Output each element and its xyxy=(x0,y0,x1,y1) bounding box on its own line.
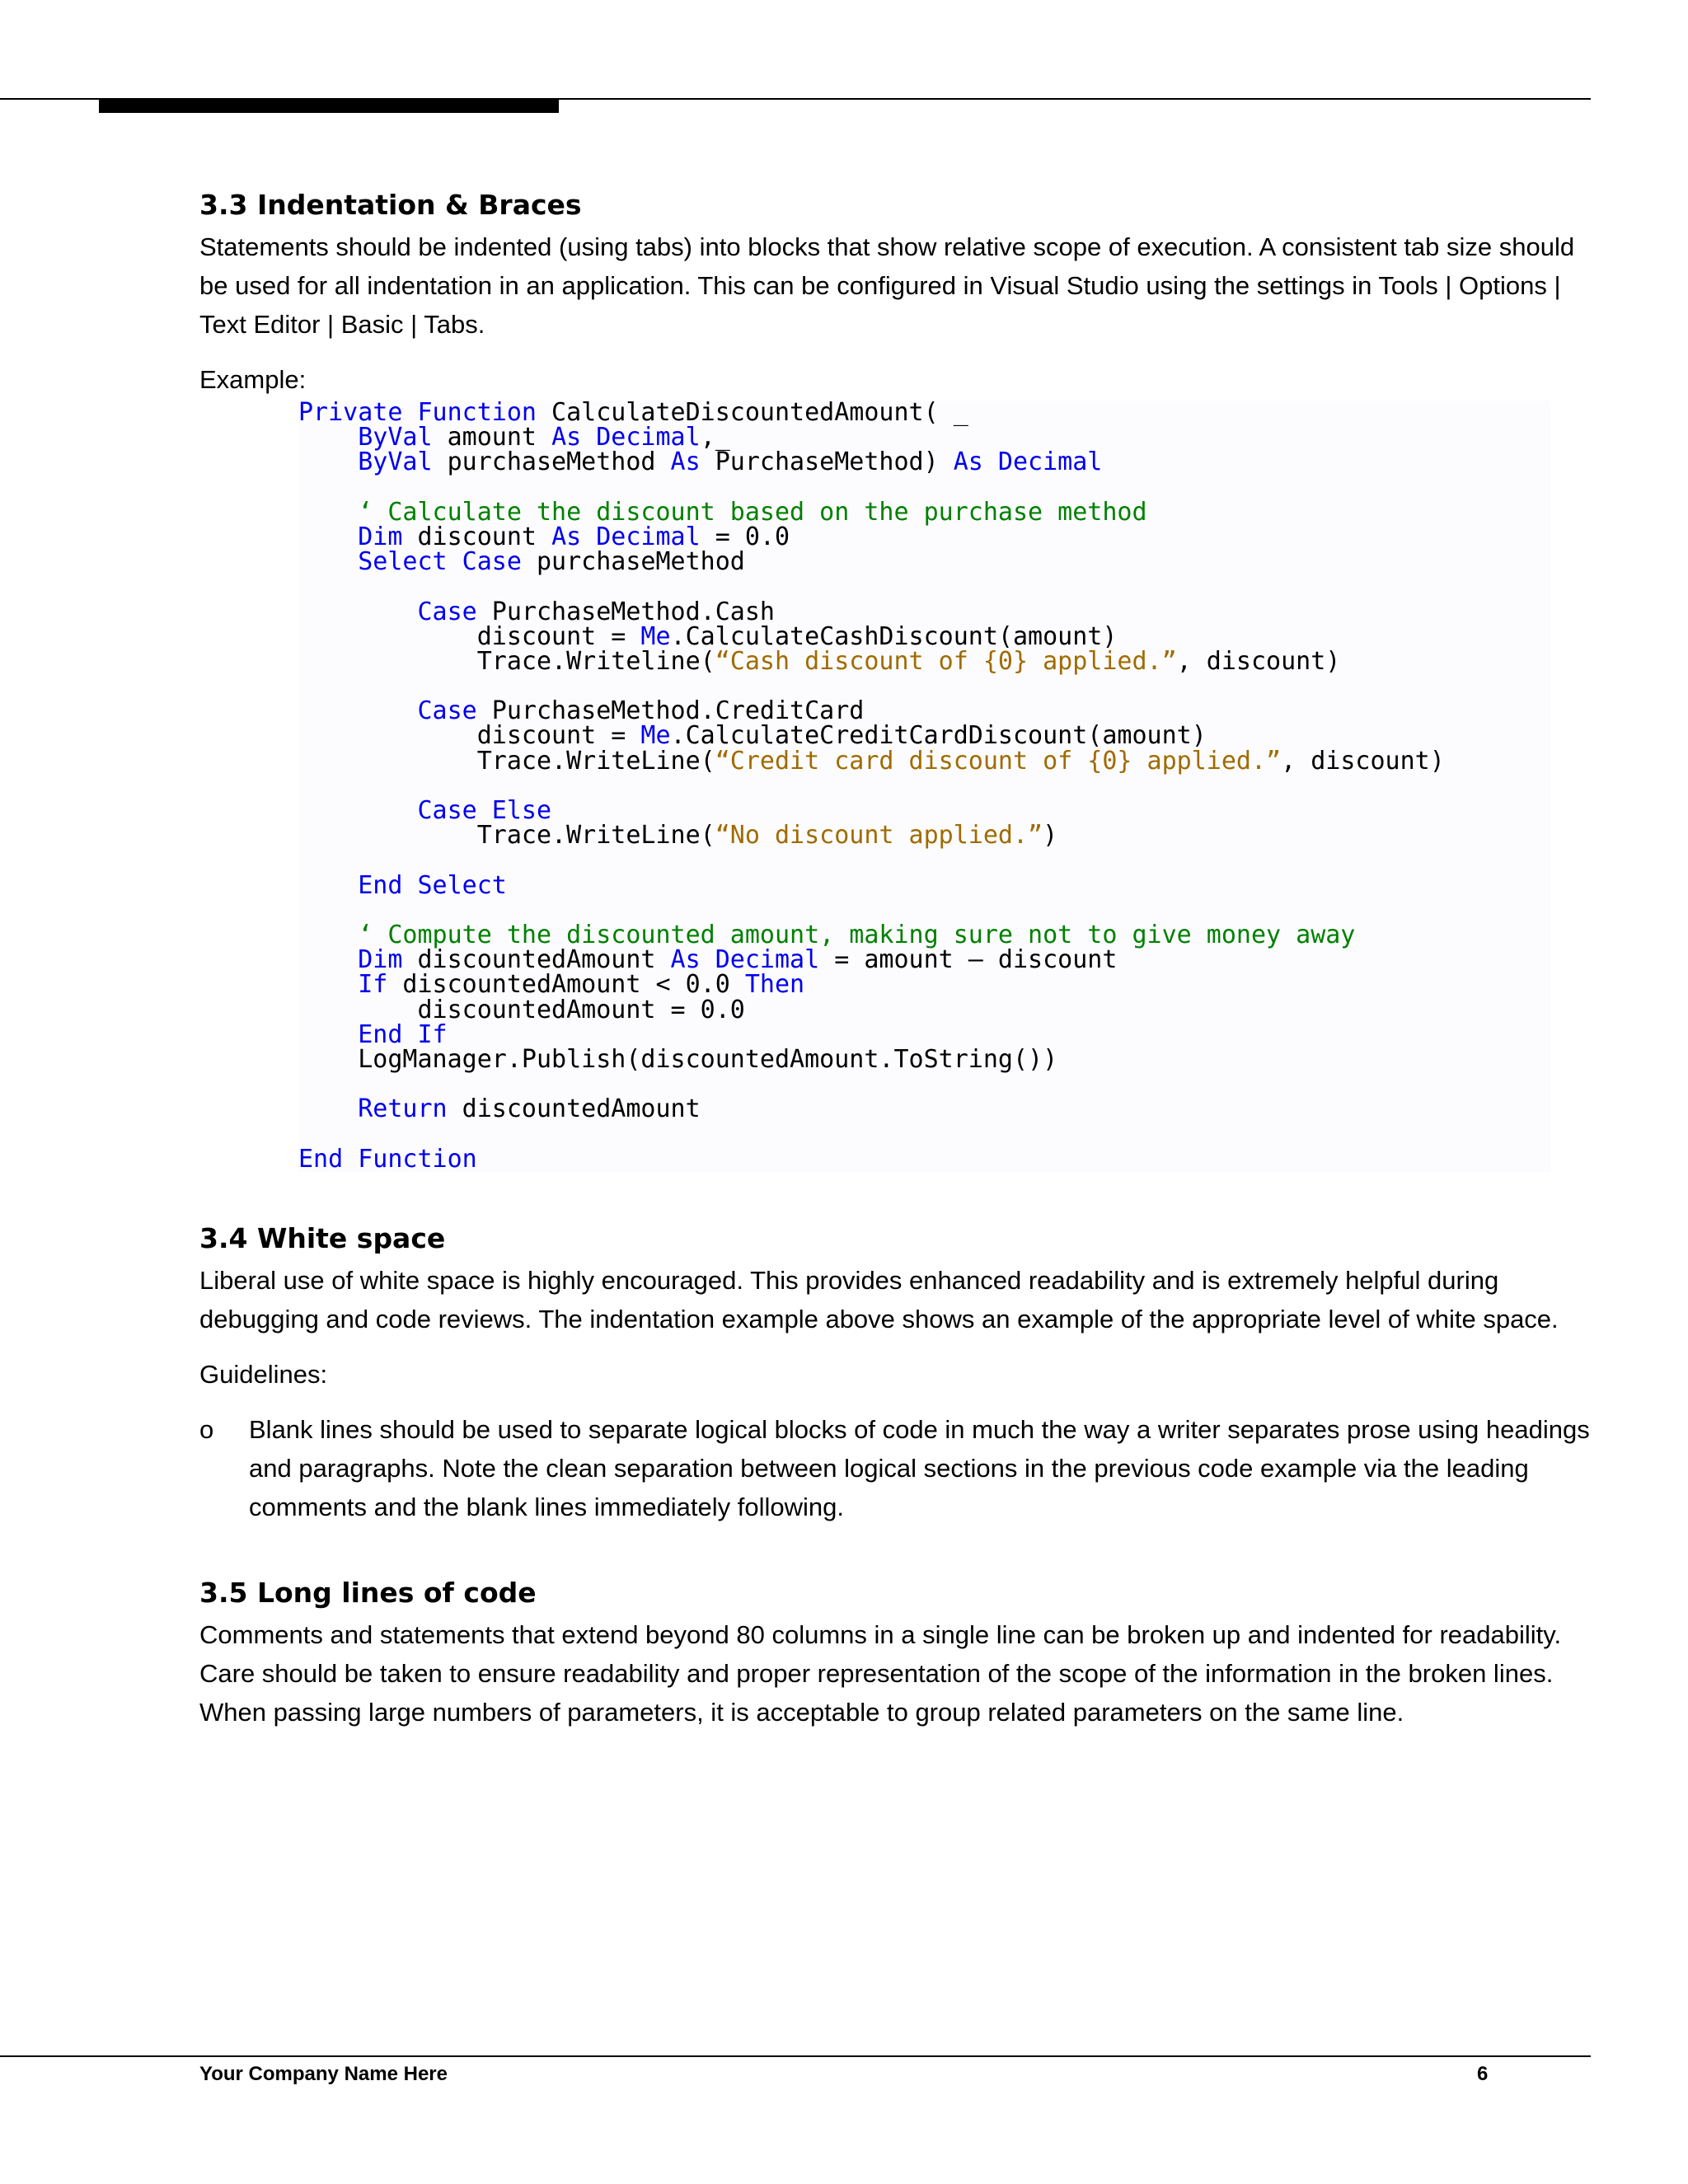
code-line xyxy=(298,1044,1551,1074)
code-line xyxy=(298,674,1551,699)
code-line xyxy=(298,796,1551,825)
example-label: Example: xyxy=(199,365,307,394)
code-line xyxy=(298,721,1551,751)
code-line xyxy=(298,870,1551,900)
code-line xyxy=(298,774,1551,799)
code-line xyxy=(298,597,1551,626)
code-token: Trace.WriteLine( xyxy=(298,746,715,776)
bullet-marker: o xyxy=(199,1414,214,1444)
footer-rule xyxy=(0,2055,1591,2057)
code-line xyxy=(298,995,1551,1024)
code-token: = amount – discount xyxy=(819,945,1118,975)
code-line xyxy=(298,821,1551,851)
code-token: Private Function xyxy=(298,398,537,427)
code-line xyxy=(298,920,1551,949)
code-line xyxy=(298,1144,1551,1174)
code-token: , discount) xyxy=(1176,646,1341,676)
code-token: LogManager.Publish(discountedAmount.ToString()) xyxy=(298,1044,1058,1074)
code-token: ‘ Calculate the discount based on the purchase method xyxy=(358,497,1147,527)
code-line xyxy=(298,945,1551,975)
code-token: End Function xyxy=(298,1144,477,1174)
code-line xyxy=(298,646,1551,676)
code-token: Select Case xyxy=(358,547,522,577)
section-paragraph-3-4: Liberal use of white space is highly encouraged. This provides enhanced readability and is extremely helpful during debugging and code reviews. The indentation example above shows an example of the appropriate level of white space. xyxy=(199,1265,1559,1333)
code-token: If xyxy=(358,970,388,1000)
code-line xyxy=(298,848,1551,873)
code-token: discount = xyxy=(298,721,641,751)
list-item xyxy=(199,1410,1592,1526)
bullet-text: Blank lines should be used to separate logical blocks of code in much the way a writer separates prose using headings and paragraphs. Note the clean separation between logical sections in the previous code example via the leading comments and the blank lines immediately following. xyxy=(249,1414,1590,1521)
code-line xyxy=(298,696,1551,726)
code-line xyxy=(298,1019,1551,1049)
code-line xyxy=(298,425,1551,450)
code-line xyxy=(298,621,1551,651)
code-token: Trace.WriteLine( xyxy=(298,821,715,851)
code-line xyxy=(298,970,1551,1000)
code-token: End If xyxy=(358,1019,448,1049)
code-token: Dim xyxy=(358,522,403,551)
code-token: = 0.0 xyxy=(700,522,790,551)
code-token: Trace.Writeline( xyxy=(298,646,715,676)
code-token: PurchaseMethod.Cash xyxy=(476,597,775,626)
code-token: PurchaseMethod) xyxy=(700,448,954,477)
code-line xyxy=(298,574,1551,599)
code-token: ByVal xyxy=(358,423,433,452)
code-token: PurchaseMethod.CreditCard xyxy=(476,696,865,726)
code-line xyxy=(298,746,1551,776)
code-line xyxy=(298,497,1551,527)
section-paragraph-3-3: Statements should be indented (using tabs) into blocks that show relative scope of execution. A consistent tab size should be used for all indentation in an application. This can be configured in Visual Studio using the settings in Tools | Options | Text Editor | Basic | Tabs. xyxy=(199,232,1575,339)
section-heading-3-4: 3.4 White space xyxy=(199,1221,446,1254)
code-token: As Decimal xyxy=(670,945,820,975)
code-token: Case xyxy=(417,597,477,626)
code-token: Case Else xyxy=(417,796,552,825)
code-line xyxy=(298,547,1551,577)
code-token: “Cash discount of {0} applied.” xyxy=(715,646,1177,676)
code-token: discountedAmount xyxy=(447,1094,701,1124)
section-heading-3-3: 3.3 Indentation & Braces xyxy=(199,189,582,221)
code-token: Then xyxy=(744,970,805,1000)
code-token: Dim xyxy=(358,945,403,975)
code-example xyxy=(298,398,1551,1174)
code-token: .CalculateCashDiscount(amount) xyxy=(670,621,1118,651)
code-line xyxy=(298,450,1551,475)
code-token: .CalculateCreditCardDiscount(amount) xyxy=(670,721,1207,751)
page-number: 6 xyxy=(1477,2063,1489,2085)
footer-company: Your Company Name Here xyxy=(199,2063,448,2085)
code-token: purchaseMethod xyxy=(521,547,745,577)
code-token: ‘ Compute the discounted amount, making sure not to give money away xyxy=(358,920,1356,949)
section-heading-3-5: 3.5 Long lines of code xyxy=(199,1576,537,1609)
code-line xyxy=(298,1094,1551,1124)
code-token: ) xyxy=(1043,821,1058,851)
code-token: ByVal xyxy=(358,448,433,477)
code-token: , discount) xyxy=(1281,746,1445,776)
code-token: discountedAmount < 0.0 xyxy=(387,970,745,1000)
code-line xyxy=(298,476,1551,500)
code-token: Case xyxy=(417,696,477,726)
code-token: ,_ xyxy=(700,423,730,452)
code-token: Me xyxy=(640,621,671,651)
code-token: discount xyxy=(402,522,552,551)
code-line xyxy=(298,898,1551,923)
code-line xyxy=(298,1122,1551,1146)
code-token: As Decimal xyxy=(953,448,1103,477)
code-line xyxy=(298,1072,1551,1097)
code-token: Me xyxy=(640,721,671,751)
code-token: As Decimal xyxy=(551,423,701,452)
page-content xyxy=(199,183,1592,1732)
code-token: discountedAmount xyxy=(402,945,671,975)
code-token: End Select xyxy=(358,870,507,900)
code-token: purchaseMethod xyxy=(432,448,671,477)
code-token: As Decimal xyxy=(551,522,701,551)
guidelines-label: Guidelines: xyxy=(199,1359,328,1389)
section-paragraph-3-5: Comments and statements that extend beyond 80 columns in a single line can be broken up and indented for readability. Care should be taken to ensure readability and proper representation of the scope of the information in the broken lines. When passing large numbers of parameters, it is acceptable to group related parameters on the same line. xyxy=(199,1619,1562,1727)
code-token: As xyxy=(670,448,701,477)
code-line xyxy=(298,398,1551,427)
code-token: “Credit card discount of {0} applied.” xyxy=(715,746,1282,776)
header-bar xyxy=(99,100,559,113)
code-token: “No discount applied.” xyxy=(715,821,1043,851)
code-line xyxy=(298,522,1551,551)
code-token: CalculateDiscountedAmount( _ xyxy=(536,398,968,427)
code-token: discountedAmount = 0.0 xyxy=(298,995,745,1024)
code-token: discount = xyxy=(298,621,641,651)
code-token: amount xyxy=(432,423,552,452)
code-token: Return xyxy=(358,1094,448,1124)
